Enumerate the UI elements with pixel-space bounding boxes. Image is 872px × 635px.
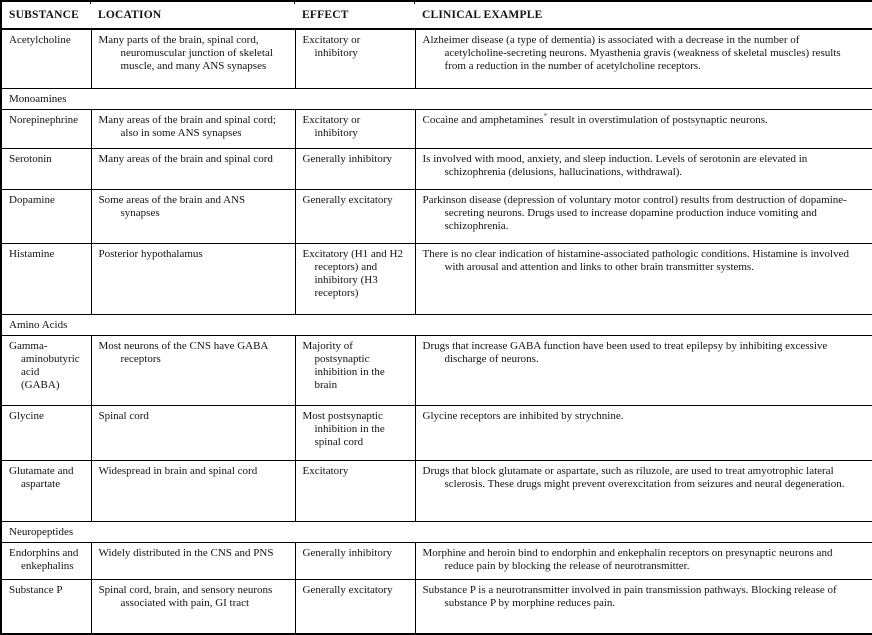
location-cell: Widely distributed in the CNS and PNS — [91, 542, 295, 579]
clinical-cell: Morphine and heroin bind to endorphin and enkephalin receptors on presynaptic neurons and reduce pain by blocking the release of neurotransmitter. — [415, 542, 872, 579]
location-cell: Many parts of the brain, spinal cord, neuromuscular junction of skeletal muscle, and many ANS synapses — [91, 29, 295, 88]
header-row — [1, 1, 872, 29]
clinical-cell: Drugs that increase GABA function have been used to treat epilepsy by inhibiting excessive discharge of neurons. — [415, 335, 872, 405]
table-row-endorphins-enkephalins — [1, 542, 872, 579]
section-label: Amino Acids — [1, 314, 872, 335]
location-cell: Spinal cord — [91, 405, 295, 460]
substance-cell: Acetylcholine — [1, 29, 91, 88]
column-header-location: LOCATION — [91, 1, 295, 29]
clinical-cell: Drugs that block glutamate or aspartate, such as riluzole, are used to treat amyotrophic lateral sclerosis. These drugs might prevent overexcitation from seizures and neural degeneration. — [415, 460, 872, 521]
column-border-tick — [90, 0, 91, 4]
table-row-gaba — [1, 335, 872, 405]
location-cell: Many areas of the brain and spinal cord; also in some ANS synapses — [91, 109, 295, 148]
effect-cell: Generally excitatory — [295, 579, 415, 634]
location-cell: Widespread in brain and spinal cord — [91, 460, 295, 521]
location-cell: Some areas of the brain and ANS synapses — [91, 189, 295, 243]
effect-cell: Generally inhibitory — [295, 148, 415, 189]
substance-cell: Substance P — [1, 579, 91, 634]
location-cell: Many areas of the brain and spinal cord — [91, 148, 295, 189]
section-row-monoamines — [1, 88, 872, 109]
table-row-acetylcholine — [1, 29, 872, 88]
table-row-serotonin — [1, 148, 872, 189]
section-label: Monoamines — [1, 88, 872, 109]
effect-cell: Generally excitatory — [295, 189, 415, 243]
column-header-substance: SUBSTANCE — [1, 1, 91, 29]
effect-cell: Generally inhibitory — [295, 542, 415, 579]
substance-cell: Serotonin — [1, 148, 91, 189]
section-row-amino-acids — [1, 314, 872, 335]
table-row-substance-p — [1, 579, 872, 634]
effect-cell: Excitatory or inhibitory — [295, 29, 415, 88]
footnote-asterisk: * — [543, 110, 548, 120]
clinical-cell — [415, 109, 872, 148]
clinical-text: Cocaine and amphetamines — [422, 113, 544, 126]
substance-cell: Dopamine — [1, 189, 91, 243]
table-row-glycine — [1, 405, 872, 460]
substance-cell: Histamine — [1, 243, 91, 314]
section-label: Neuropeptides — [1, 521, 872, 542]
substance-cell: Glutamate and aspartate — [1, 460, 91, 521]
column-header-effect: EFFECT — [295, 1, 415, 29]
clinical-text: result in overstimulation of postsynaptic neurons. — [547, 113, 768, 126]
substance-cell: Glycine — [1, 405, 91, 460]
substance-cell: Norepinephrine — [1, 109, 91, 148]
location-cell: Posterior hypothalamus — [91, 243, 295, 314]
substance-cell: Endorphins and enkephalins — [1, 542, 91, 579]
effect-cell: Most postsynaptic inhibition in the spinal cord — [295, 405, 415, 460]
location-cell: Most neurons of the CNS have GABA receptors — [91, 335, 295, 405]
table-row-histamine — [1, 243, 872, 314]
effect-cell: Excitatory — [295, 460, 415, 521]
clinical-cell: Is involved with mood, anxiety, and sleep induction. Levels of serotonin are elevated in schizophrenia (delusions, hallucinations, withdrawal). — [415, 148, 872, 189]
effect-cell: Excitatory or inhibitory — [295, 109, 415, 148]
clinical-cell: Substance P is a neurotransmitter involved in pain transmission pathways. Blocking release of substance P by morphine reduces pain. — [415, 579, 872, 634]
location-cell: Spinal cord, brain, and sensory neurons associated with pain, GI tract — [91, 579, 295, 634]
column-border-tick — [294, 0, 295, 4]
substance-cell: Gamma-aminobutyric acid (GABA) — [1, 335, 91, 405]
table-row-dopamine — [1, 189, 872, 243]
clinical-cell: Parkinson disease (depression of voluntary motor control) results from destruction of dopamine-secreting neurons. Drugs used to increase dopamine production induce vomiting and schizophrenia. — [415, 189, 872, 243]
column-border-tick — [414, 0, 415, 4]
section-row-neuropeptides — [1, 521, 872, 542]
clinical-cell: Alzheimer disease (a type of dementia) is associated with a decrease in the number of acetylcholine-secreting neurons. Myasthenia gravis (weakness of skeletal muscles) results from a reduction in the number of acetylcholine receptors. — [415, 29, 872, 88]
effect-cell: Majority of postsynaptic inhibition in the brain — [295, 335, 415, 405]
clinical-cell: Glycine receptors are inhibited by strychnine. — [415, 405, 872, 460]
column-header-clinical-example: CLINICAL EXAMPLE — [415, 1, 872, 29]
table-row-norepinephrine — [1, 109, 872, 148]
table-row-glutamate-aspartate — [1, 460, 872, 521]
clinical-cell: There is no clear indication of histamine-associated pathologic conditions. Histamine is involved with arousal and attention and links to other brain transmitter systems. — [415, 243, 872, 314]
effect-cell: Excitatory (H1 and H2 receptors) and inhibitory (H3 receptors) — [295, 243, 415, 314]
